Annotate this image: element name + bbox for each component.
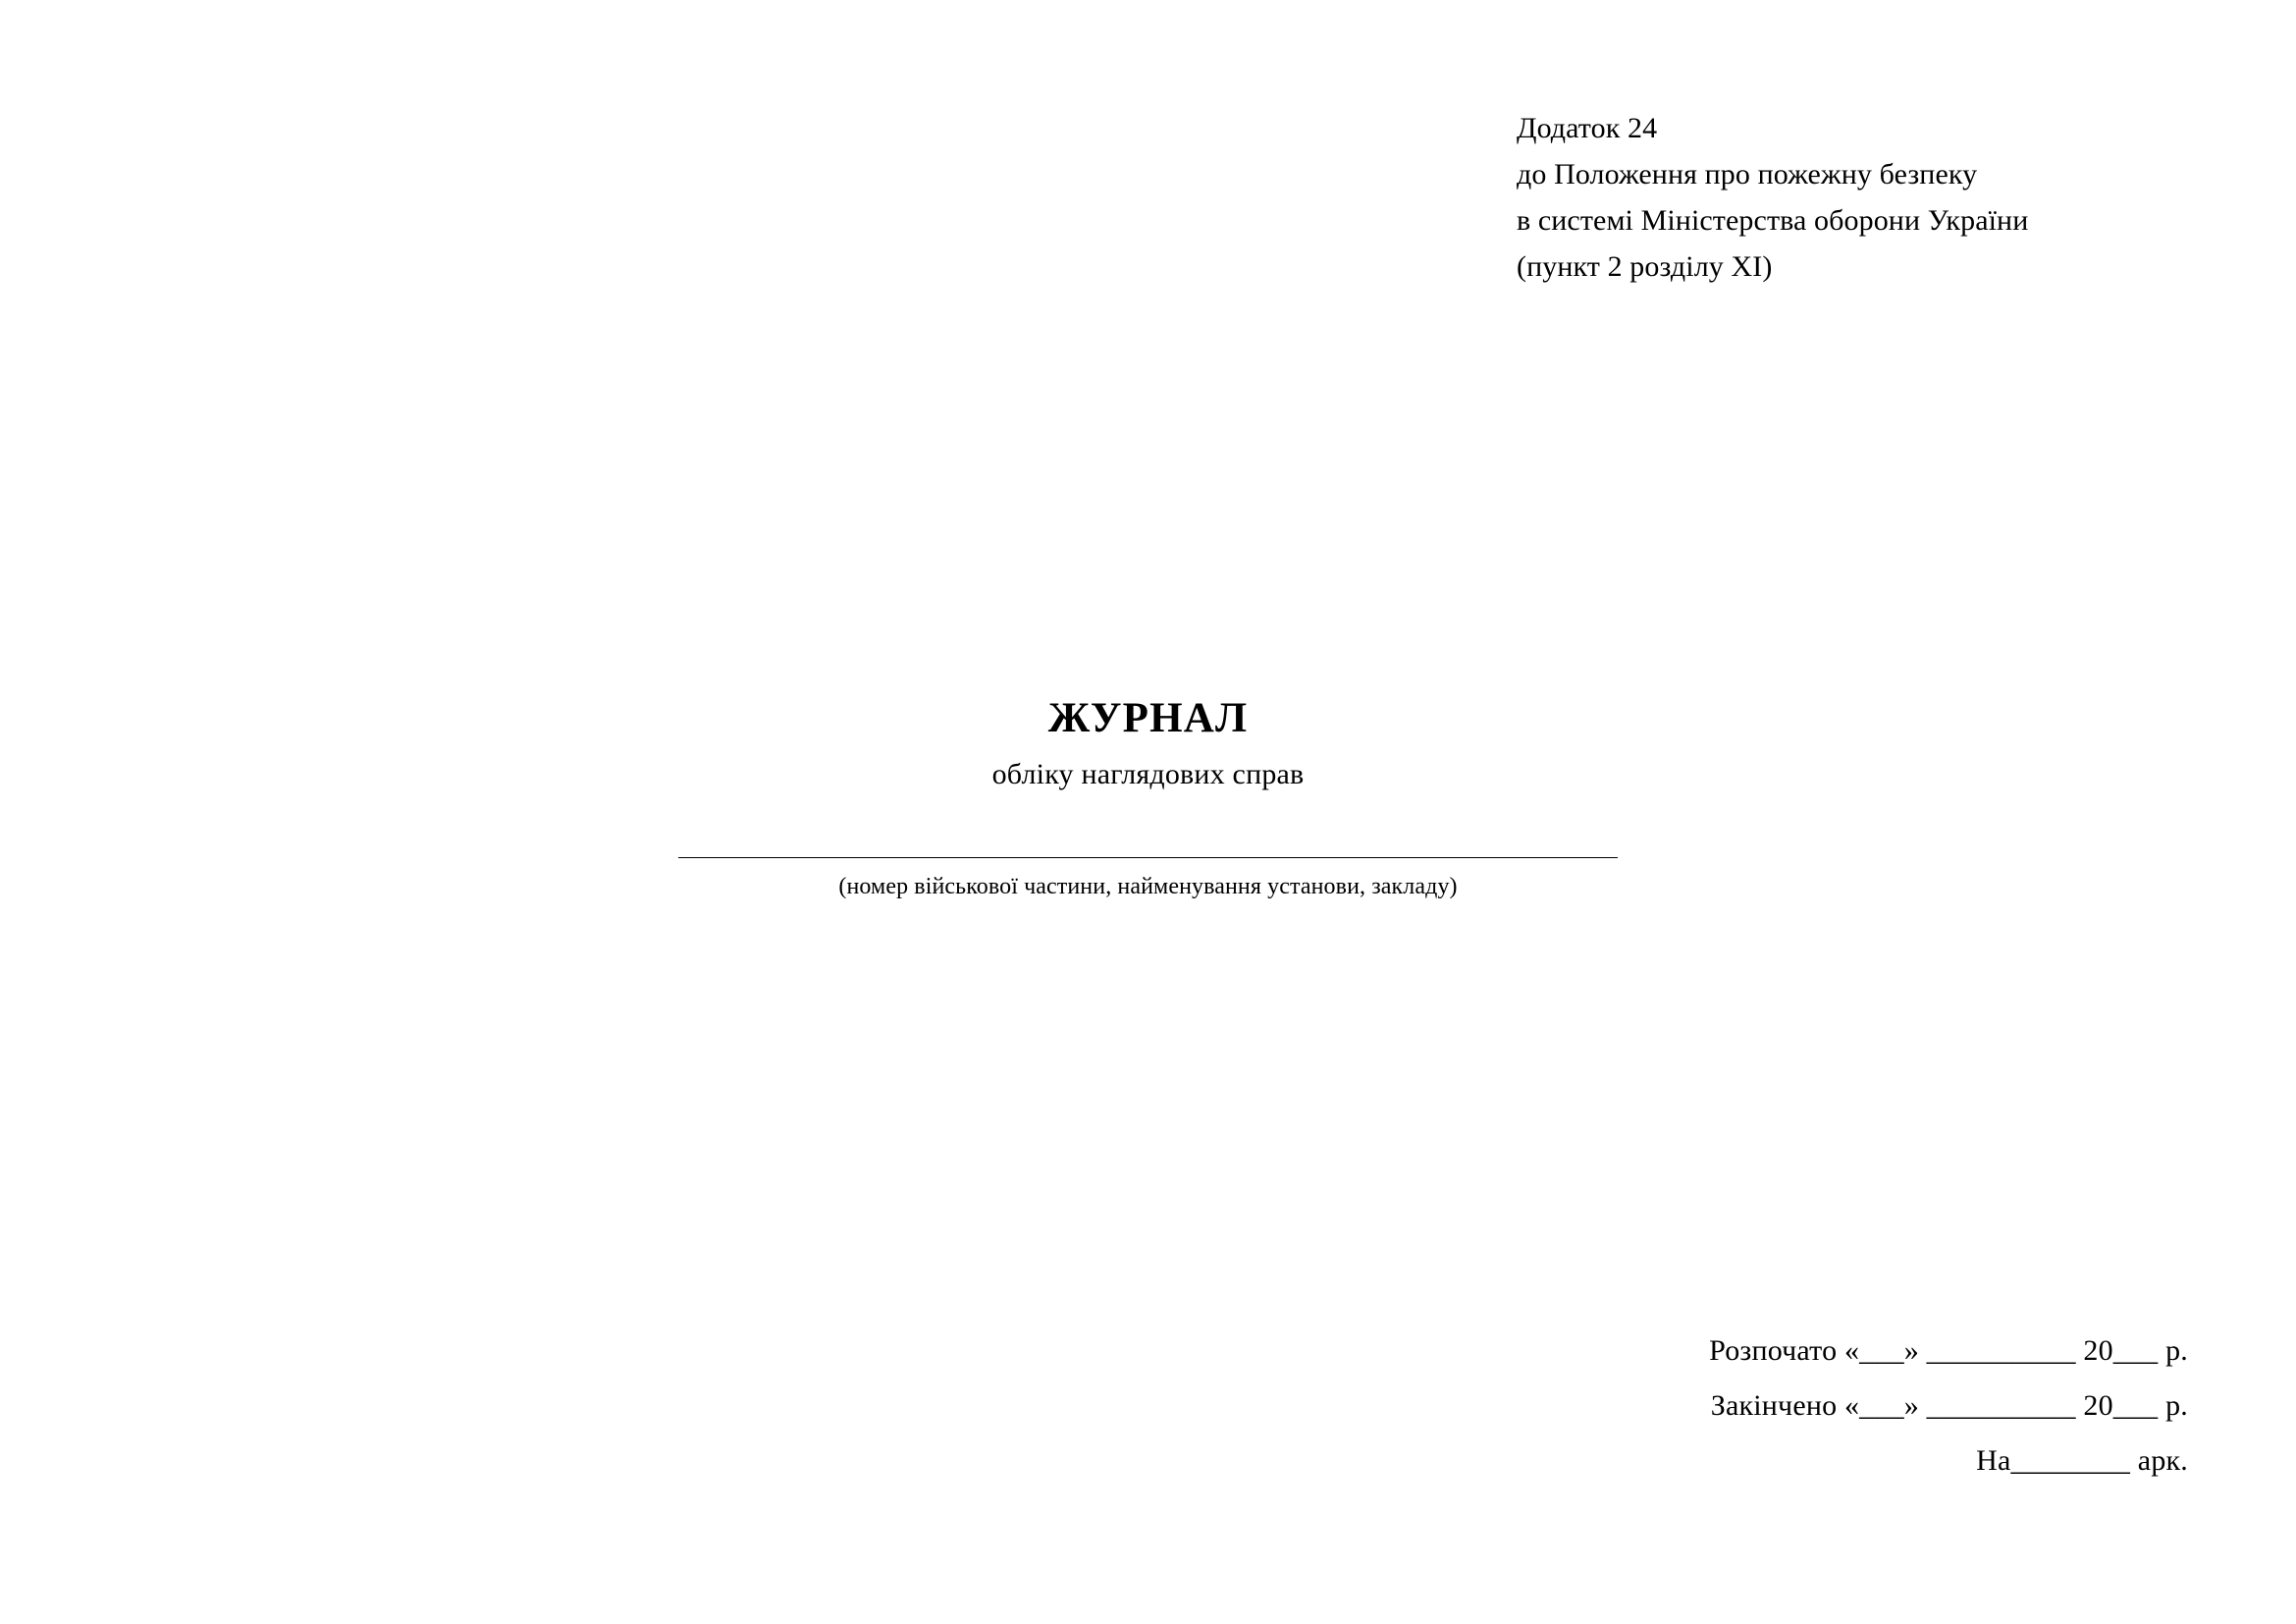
appendix-reference	[1517, 105, 2263, 290]
page-subtitle: обліку наглядових справ	[991, 758, 1305, 790]
appendix-line-1: Додаток 24	[1517, 112, 1658, 144]
title-block	[0, 693, 2296, 797]
sheets-count-line[interactable]: На________ арк.	[1976, 1444, 2188, 1477]
appendix-line-4: (пункт 2 розділу XI)	[1517, 250, 1773, 283]
started-date-line[interactable]: Розпочато «___» __________ 20___ р.	[1709, 1334, 2188, 1367]
unit-name-input[interactable]	[678, 857, 1618, 858]
page-title: ЖУРНАЛ	[1047, 695, 1249, 741]
appendix-line-2: до Положення про пожежну безпеку	[1517, 158, 1978, 190]
appendix-line-3: в системі Міністерства оборони України	[1517, 204, 2029, 237]
footer-dates	[1709, 1324, 2188, 1489]
unit-name-field-group	[0, 857, 2296, 903]
unit-name-caption: (номер військової частини, найменування установи, закладу)	[838, 874, 1458, 899]
finished-date-line[interactable]: Закінчено «___» __________ 20___ р.	[1710, 1389, 2188, 1422]
